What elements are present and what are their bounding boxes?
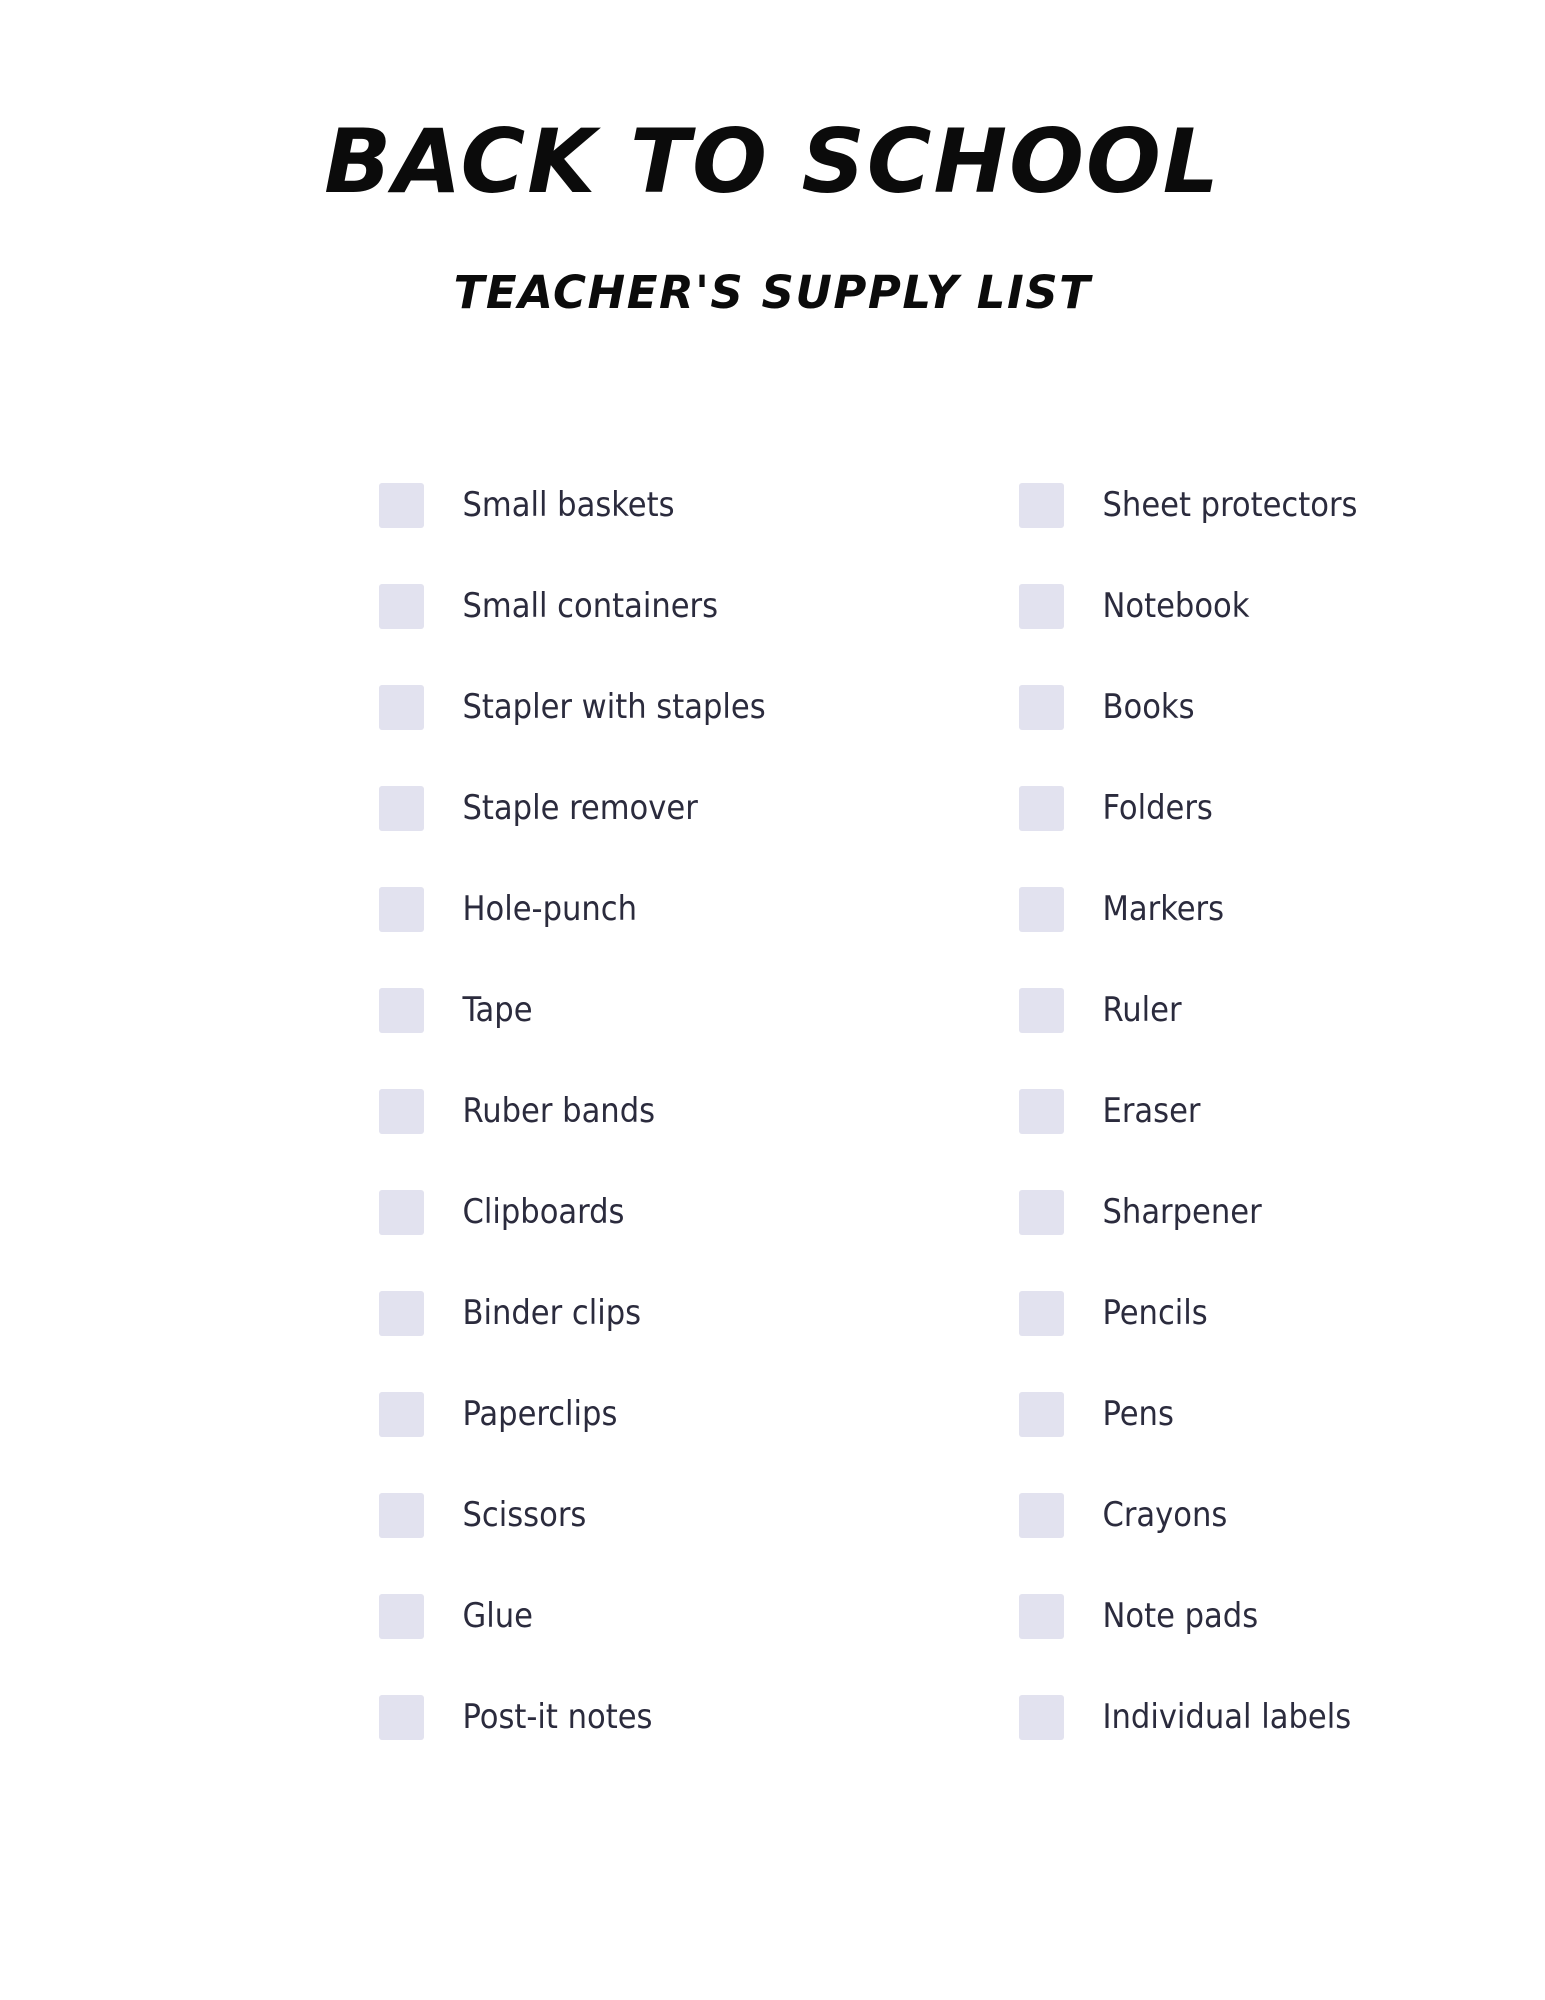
list-item-label: Paperclips — [462, 1393, 618, 1434]
list-item[interactable] — [1019, 1061, 1413, 1162]
checkbox-icon[interactable] — [379, 1392, 424, 1437]
checkbox-icon[interactable] — [1019, 1493, 1064, 1538]
list-item[interactable] — [379, 657, 773, 758]
list-item[interactable] — [379, 1061, 773, 1162]
list-item-label: Binder clips — [462, 1292, 642, 1333]
checkbox-icon[interactable] — [379, 483, 424, 528]
list-item-label: Folders — [1102, 787, 1213, 828]
list-item-label: Pens — [1102, 1393, 1174, 1434]
checkbox-icon[interactable] — [379, 1089, 424, 1134]
checkbox-icon[interactable] — [1019, 1392, 1064, 1437]
list-item[interactable] — [1019, 1465, 1413, 1566]
page-header — [0, 0, 1545, 319]
checklist-left-column — [133, 455, 773, 1768]
list-item[interactable] — [1019, 859, 1413, 960]
list-item[interactable] — [379, 859, 773, 960]
checkbox-icon[interactable] — [379, 887, 424, 932]
list-item[interactable] — [379, 758, 773, 859]
list-item-label: Notebook — [1102, 585, 1250, 626]
list-item[interactable] — [379, 1667, 773, 1768]
list-item-label: Ruler — [1102, 989, 1182, 1030]
checkbox-icon[interactable] — [379, 988, 424, 1033]
list-item[interactable] — [1019, 758, 1413, 859]
checkbox-icon[interactable] — [379, 786, 424, 831]
list-item-label: Note pads — [1102, 1595, 1259, 1636]
checkbox-icon[interactable] — [1019, 887, 1064, 932]
checkbox-icon[interactable] — [379, 685, 424, 730]
list-item-label: Crayons — [1102, 1494, 1228, 1535]
list-item[interactable] — [379, 1465, 773, 1566]
list-item[interactable] — [1019, 960, 1413, 1061]
list-item-label: Small baskets — [462, 484, 675, 525]
list-item[interactable] — [1019, 657, 1413, 758]
list-item-label: Tape — [462, 989, 533, 1030]
checkbox-icon[interactable] — [379, 1190, 424, 1235]
checkbox-icon[interactable] — [1019, 1089, 1064, 1134]
checkbox-icon[interactable] — [379, 1291, 424, 1336]
list-item-label: Pencils — [1102, 1292, 1208, 1333]
list-item-label: Markers — [1102, 888, 1225, 929]
list-item-label: Small containers — [462, 585, 719, 626]
checkbox-icon[interactable] — [1019, 483, 1064, 528]
list-item[interactable] — [379, 960, 773, 1061]
list-item-label: Sheet protectors — [1102, 484, 1358, 525]
page-subtitle: TEACHER'S SUPPLY LIST — [453, 266, 1092, 319]
list-item-label: Ruber bands — [462, 1090, 656, 1131]
list-item-label: Eraser — [1102, 1090, 1201, 1131]
checklist-right-column — [773, 455, 1413, 1768]
list-item-label: Glue — [462, 1595, 533, 1636]
checkbox-icon[interactable] — [379, 1695, 424, 1740]
list-item-label: Stapler with staples — [462, 686, 766, 727]
checklist-columns — [0, 455, 1545, 1768]
list-item[interactable] — [1019, 1667, 1413, 1768]
checkbox-icon[interactable] — [1019, 1291, 1064, 1336]
list-item-label: Clipboards — [462, 1191, 625, 1232]
checkbox-icon[interactable] — [379, 1594, 424, 1639]
list-item[interactable] — [379, 1162, 773, 1263]
list-item-label: Individual labels — [1102, 1696, 1352, 1737]
list-item-label: Books — [1102, 686, 1195, 727]
checkbox-icon[interactable] — [1019, 1594, 1064, 1639]
list-item[interactable] — [1019, 556, 1413, 657]
list-item[interactable] — [379, 1566, 773, 1667]
list-item[interactable] — [1019, 1364, 1413, 1465]
checkbox-icon[interactable] — [1019, 988, 1064, 1033]
list-item[interactable] — [1019, 1566, 1413, 1667]
checkbox-icon[interactable] — [379, 584, 424, 629]
checkbox-icon[interactable] — [379, 1493, 424, 1538]
list-item[interactable] — [1019, 1263, 1413, 1364]
list-item[interactable] — [1019, 1162, 1413, 1263]
list-item[interactable] — [1019, 455, 1413, 556]
list-item-label: Scissors — [462, 1494, 587, 1535]
page-title: BACK TO SCHOOL — [324, 110, 1221, 213]
list-item[interactable] — [379, 556, 773, 657]
list-item[interactable] — [379, 455, 773, 556]
checkbox-icon[interactable] — [1019, 1190, 1064, 1235]
list-item-label: Sharpener — [1102, 1191, 1262, 1232]
checkbox-icon[interactable] — [1019, 584, 1064, 629]
checkbox-icon[interactable] — [1019, 685, 1064, 730]
checkbox-icon[interactable] — [1019, 786, 1064, 831]
list-item-label: Hole-punch — [462, 888, 637, 929]
checkbox-icon[interactable] — [1019, 1695, 1064, 1740]
list-item[interactable] — [379, 1263, 773, 1364]
list-item[interactable] — [379, 1364, 773, 1465]
list-item-label: Staple remover — [462, 787, 698, 828]
list-item-label: Post-it notes — [462, 1696, 653, 1737]
